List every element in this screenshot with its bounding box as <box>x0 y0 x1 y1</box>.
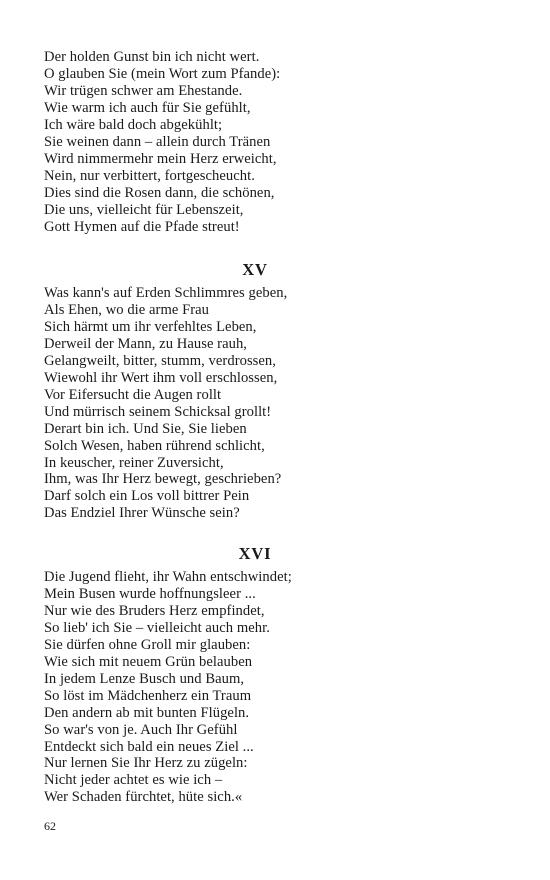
verse-line: O glauben Sie (mein Wort zum Pfande): <box>44 65 281 82</box>
verse-line: Wie warm ich auch für Sie gefühlt, <box>44 99 251 116</box>
verse-line: Darf solch ein Los voll bittrer Pein <box>44 488 250 505</box>
verse-line: Als Ehen, wo die arme Frau <box>44 301 210 318</box>
verse-line: Dies sind die Rosen dann, die schönen, <box>44 184 275 201</box>
verse-line: Was kann's auf Erden Schlimmres geben, <box>44 285 288 301</box>
verse-line: Ich wäre bald doch abgekühlt; <box>44 116 223 133</box>
section-heading-xvi: XVI <box>238 544 272 563</box>
verse-line: In keuscher, reiner Zuversicht, <box>44 454 224 471</box>
verse-line: Der holden Gunst bin ich nicht wert. <box>44 49 260 65</box>
verse-line: Derweil der Mann, zu Hause rauh, <box>44 335 247 352</box>
section-heading-xv: XV <box>242 260 268 279</box>
verse-line: Wiewohl ihr Wert ihm voll erschlossen, <box>44 369 278 386</box>
verse-line: Ihm, was Ihr Herz bewegt, geschrieben? <box>44 471 282 488</box>
verse-line: Wer Schaden fürchtet, hüte sich.« <box>44 789 243 806</box>
verse-line: Vor Eifersucht die Augen rollt <box>44 386 222 403</box>
verse-line: Die Jugend flieht, ihr Wahn entschwindet; <box>44 569 292 585</box>
verse-line: So war's von je. Auch Ihr Gefühl <box>44 721 238 738</box>
verse-line: Und mürrisch seinem Schicksal grollt! <box>44 403 272 420</box>
verse-line: Solch Wesen, haben rührend schlicht, <box>44 437 265 454</box>
verse-line: Wird nimmermehr mein Herz erweicht, <box>44 150 277 167</box>
verse-line: Nur wie des Bruders Herz empfindet, <box>44 602 265 619</box>
verse-line: Nicht jeder achtet es wie ich – <box>44 772 223 789</box>
verse-line: Das Endziel Ihrer Wünsche sein? <box>44 505 240 522</box>
verse-line: In jedem Lenze Busch und Baum, <box>44 670 245 687</box>
verse-line: Derart bin ich. Und Sie, Sie lieben <box>44 420 247 437</box>
page-number: 62 <box>44 819 56 833</box>
verse-line: Mein Busen wurde hoffnungsleer ... <box>44 585 256 602</box>
verse-line: Wie sich mit neuem Grün belauben <box>44 653 253 670</box>
verse-line: Gott Hymen auf die Pfade streut! <box>44 218 240 235</box>
verse-line: Entdeckt sich bald ein neues Ziel ... <box>44 738 254 755</box>
verse-line: So löst im Mädchenherz ein Traum <box>44 687 252 704</box>
verse-line: Die uns, vielleicht für Lebenszeit, <box>44 201 244 218</box>
verse-line: So lieb' ich Sie – vielleicht auch mehr. <box>44 619 270 636</box>
stanza-xv <box>44 285 514 522</box>
verse-line: Sie dürfen ohne Groll mir glauben: <box>44 636 251 653</box>
verse-line: Nein, nur verbittert, fortgescheucht. <box>44 167 255 184</box>
verse-line: Den andern ab mit bunten Flügeln. <box>44 704 250 721</box>
verse-line: Nur lernen Sie Ihr Herz zu zügeln: <box>44 755 248 772</box>
stanza-continuation <box>44 49 514 235</box>
verse-line: Wir trügen schwer am Ehestande. <box>44 82 243 99</box>
verse-line: Sie weinen dann – allein durch Tränen <box>44 133 271 150</box>
verse-line: Gelangweilt, bitter, stumm, verdrossen, <box>44 352 276 369</box>
stanza-xvi <box>44 569 514 806</box>
verse-line: Sich härmt um ihr verfehltes Leben, <box>44 318 257 335</box>
